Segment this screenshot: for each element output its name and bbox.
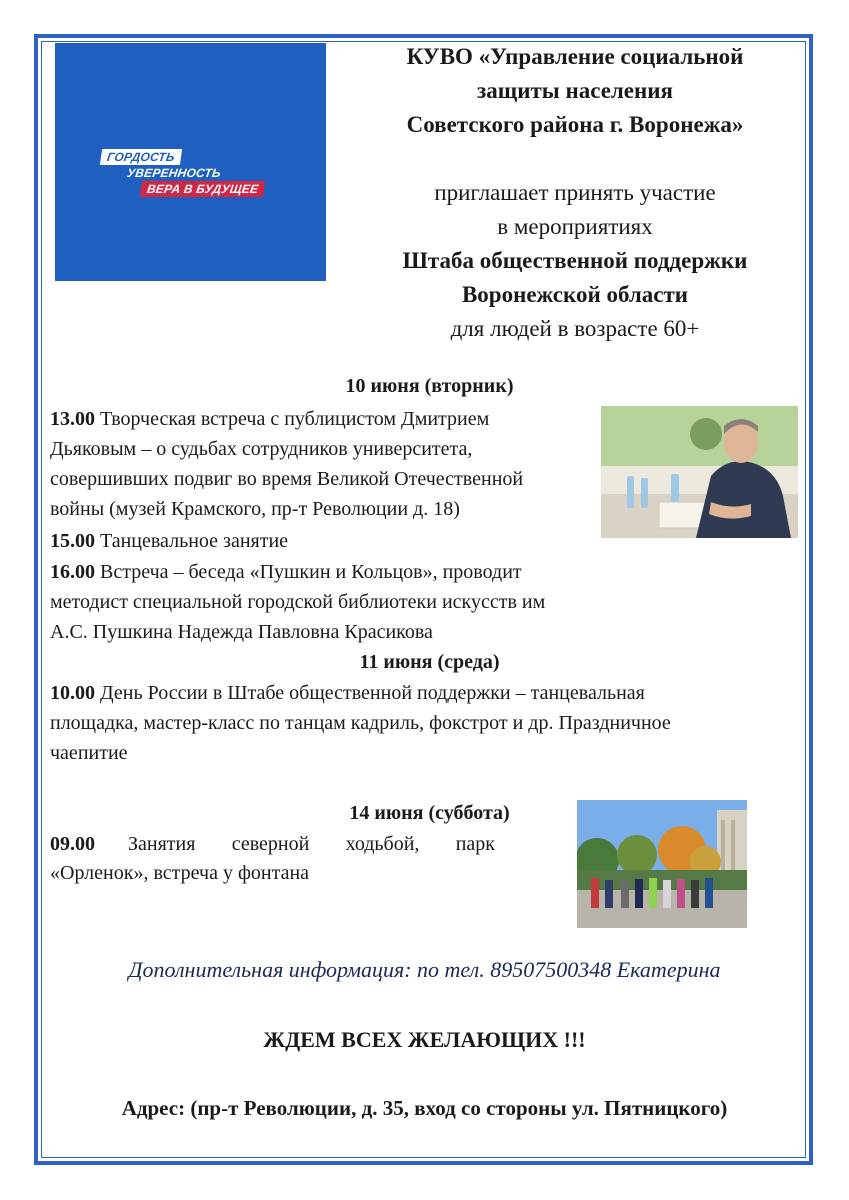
day3-event1-line1 — [50, 829, 495, 859]
address: Адрес: (пр-т Революции, д. 35, вход со стороны ул. Пятницкого) — [121, 1096, 728, 1120]
org-name-line3: Советского района г. Воронежа» — [406, 112, 744, 137]
day2-event1-text: День России в Штабе общественной поддержки – танцевальная — [100, 682, 645, 704]
day2-event1-line2: площадка, мастер-класс по танцам кадриль, фокстрот и др. Праздничное — [50, 712, 671, 734]
day1-event1-text: Творческая встреча с публицистом Дмитрием — [100, 408, 490, 430]
day3-event1-line2: «Орленок», встреча у фонтана — [50, 862, 310, 884]
invite-line2: в мероприятиях — [497, 214, 653, 239]
nordic-walking-photo — [577, 800, 747, 928]
day1-event1-line4: войны (музей Крамского, пр-т Революции д. 18) — [50, 498, 460, 520]
hq-line1: Штаба общественной поддержки — [402, 248, 748, 273]
logo-line-confidence: УВЕРЕННОСТЬ — [120, 165, 228, 181]
speaker-photo — [601, 406, 798, 538]
org-name-line2: защиты населения — [477, 78, 673, 103]
logo-line-future: ВЕРА В БУДУЩЕЕ — [140, 181, 266, 197]
day1-event2 — [50, 526, 288, 556]
day1-event3-line2: методист специальной городской библиотеки искусств им — [50, 591, 546, 613]
day3-event1-time: 09.00 — [50, 833, 95, 855]
day1-heading: 10 июня (вторник) — [345, 375, 514, 397]
day2-heading: 11 июня (среда) — [359, 651, 500, 673]
day1-event2-text: Танцевальное занятие — [100, 530, 289, 552]
contact-info: Дополнительная информация: по тел. 89507500348 Екатерина — [128, 957, 721, 982]
day1-event3-line1 — [50, 557, 522, 587]
day1-event3-text: Встреча – беседа «Пушкин и Кольцов», проводит — [100, 561, 522, 583]
logo-line-pride: ГОРДОСТЬ — [100, 149, 182, 165]
day1-event2-time: 15.00 — [50, 530, 95, 552]
org-name-line1: КУВО «Управление социальной — [406, 44, 744, 69]
day1-event3-line3: А.С. Пушкина Надежда Павловна Красикова — [50, 621, 433, 643]
invite-line1: приглашает принять участие — [434, 180, 716, 205]
day1-event1-line2: Дьяковым – о судьбах сотрудников университета, — [50, 438, 473, 460]
day1-event1-line3: совершивших подвиг во время Великой Отечественной — [50, 468, 524, 490]
invitation-call: ЖДЕМ ВСЕХ ЖЕЛАЮЩИХ !!! — [263, 1027, 586, 1052]
day2-event1-line1 — [50, 678, 645, 708]
campaign-logo — [55, 43, 326, 281]
day3-heading: 14 июня (суббота) — [349, 802, 510, 824]
day2-event1-line3: чаепитие — [50, 742, 128, 764]
day3-event1-text: Занятия северной ходьбой, парк — [128, 833, 495, 855]
nordic-walking-illustration — [577, 800, 747, 928]
day1-event3-time: 16.00 — [50, 561, 95, 583]
day2-event1-time: 10.00 — [50, 682, 95, 704]
speaker-photo-illustration — [601, 406, 798, 538]
day1-event1-line1 — [50, 404, 489, 434]
day1-event1-time: 13.00 — [50, 408, 95, 430]
hq-line2: Воронежской области — [461, 282, 689, 307]
audience-line: для людей в возрасте 60+ — [450, 316, 700, 341]
